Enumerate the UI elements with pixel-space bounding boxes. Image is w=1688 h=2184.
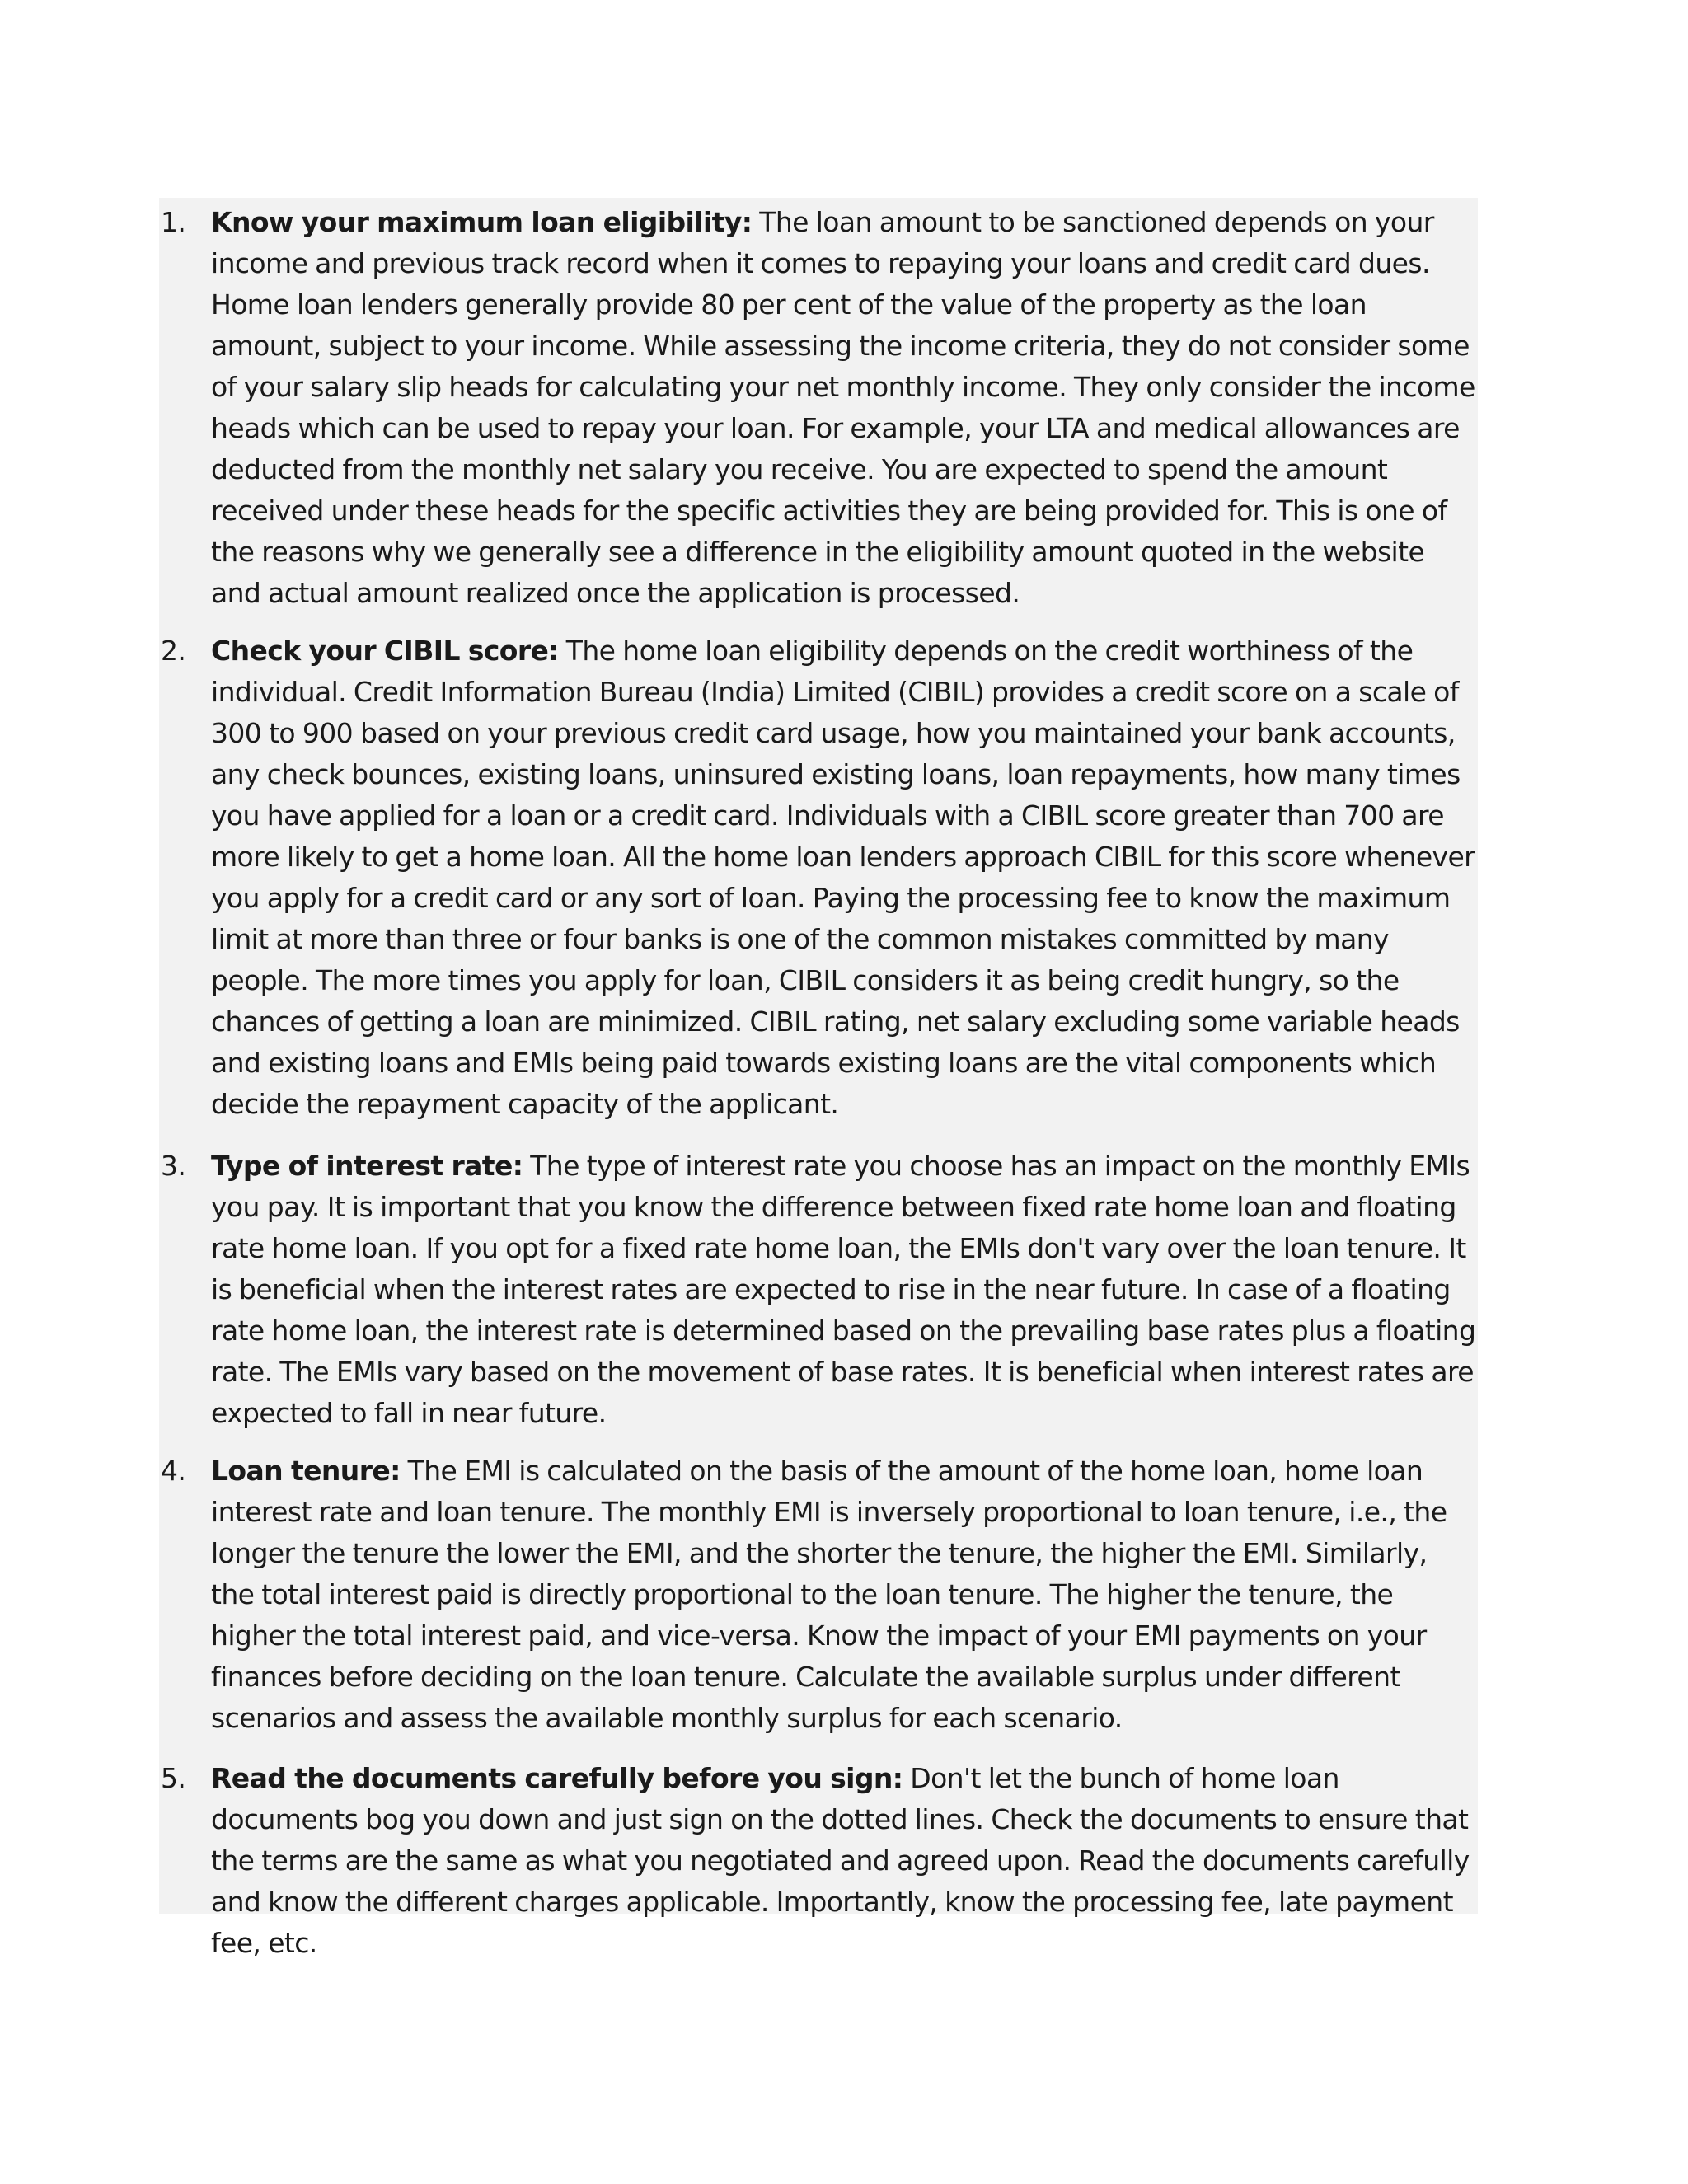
list-item-body [211,1758,1476,1964]
list-item-heading: Type of interest rate: [211,1150,523,1182]
loan-tips-list [159,198,1478,1959]
list-item-heading: Know your maximum loan eligibility: [211,206,753,238]
list-item-body [211,1146,1476,1434]
list-item-heading: Loan tenure: [211,1455,401,1487]
list-item-text: The loan amount to be sanctioned depends on your income and previous track record when it comes to repaying your loans and credit card dues. Home loan lenders generally provide 80 per cent of the value of the property as the loan amount, subject to your income. While assessing the income criteria, they do not consider some of your salary slip heads for calculating your net monthly income. They only consider the income heads which can be used to repay your loan. For example, your LTA and medical allowances are deducted from the monthly net salary you receive. You are expected to spend the amount received under these heads for the specific activities they are being provided for. This is one of the reasons why we generally see a difference in the eligibility amount quoted in the website and actual amount realized once the application is processed. [211,206,1475,609]
list-item-heading: Read the documents carefully before you sign: [211,1762,903,1794]
list-item-number: 5. [161,1762,186,1794]
list-item-body [211,630,1476,1125]
list-item-text: The home loan eligibility depends on the credit worthiness of the individual. Credit Information Bureau (India) Limited (CIBIL) provides a credit score on a scale of 300 to 900 based on your previous credit card usage, how you maintained your bank accounts, any check bounces, existing loans, uninsured existing loans, loan repayments, how many times you have applied for a loan or a credit card. Individuals with a CIBIL score greater than 700 are more likely to get a home loan. All the home loan lenders approach CIBIL for this score whenever you apply for a credit card or any sort of loan. Paying the processing fee to know the maximum limit at more than three or four banks is one of the common mistakes committed by many people. The more times you apply for loan, CIBIL considers it as being credit hungry, so the chances of getting a loan are minimized. CIBIL rating, net salary excluding some variable heads and existing loans and EMIs being paid towards existing loans are the vital components which decide the repayment capacity of the applicant. [211,635,1475,1120]
list-item-heading: Check your CIBIL score: [211,635,559,667]
list-item-text: The EMI is calculated on the basis of the amount of the home loan, home loan interest rate and loan tenure. The monthly EMI is inversely proportional to loan tenure, i.e., the longer the tenure the lower the EMI, and the shorter the tenure, the higher the EMI. Similarly, the total interest paid is directly proportional to the loan tenure. The higher the tenure, the higher the total interest paid, and vice-versa. Know the impact of your EMI payments on your finances before deciding on the loan tenure. Calculate the available surplus under different scenarios and assess the available monthly surplus for each scenario. [211,1455,1447,1734]
list-item-number: 4. [161,1455,186,1487]
list-item-number: 1. [161,206,186,238]
list-item-number: 2. [161,635,186,667]
list-item-body [211,1451,1476,1739]
list-item-body [211,202,1476,614]
list-item-text: The type of interest rate you choose has an impact on the monthly EMIs you pay. It is important that you know the difference between fixed rate home loan and floating rate home loan. If you opt for a fixed rate home loan, the EMIs don't vary over the loan tenure. It is beneficial when the interest rates are expected to rise in the near future. In case of a floating rate home loan, the interest rate is determined based on the prevailing base rates plus a floating rate. The EMIs vary based on the movement of base rates. It is beneficial when interest rates are expected to fall in near future. [211,1150,1476,1429]
list-item-text: Don't let the bunch of home loan documents bog you down and just sign on the dotted lines. Check the documents to ensure that the terms are the same as what you negotiated and agreed upon. Read the documents carefully and know the different charges applicable. Importantly, know the processing fee, late payment fee, etc. [211,1762,1470,1959]
list-item-number: 3. [161,1150,186,1182]
